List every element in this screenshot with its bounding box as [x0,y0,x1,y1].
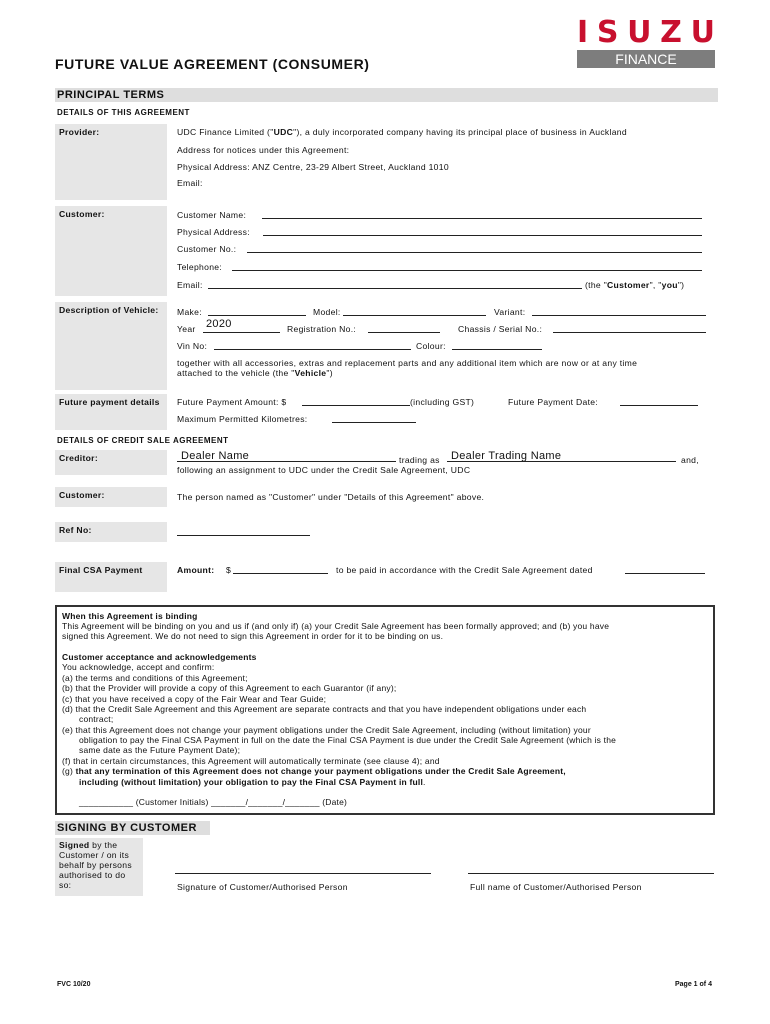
chassis-label: Chassis / Serial No.: [458,324,543,334]
logo-letter: U [627,15,652,50]
document-title: FUTURE VALUE AGREEMENT (CONSUMER) [55,56,370,72]
acceptance-heading: Customer acceptance and acknowledgements [62,652,257,662]
ref-field[interactable] [177,535,310,536]
binding-text-1: This Agreement will be binding on you and us if (and only if) (a) your Credit Sale Agreement has been formally approved; and (b) you have [62,621,610,631]
customer-label: Customer: [55,206,167,296]
accessories-line2: attached to the vehicle (the "Vehicle") [177,368,333,378]
customer-definition: (the "Customer", "you") [585,280,685,290]
logo-letter: I [577,15,589,50]
dealer-name-value: Dealer Name [181,450,250,462]
chassis-field[interactable] [553,332,706,333]
acceptance-item-g-cont: including (without limitation) your obligation to pay the Final CSA Payment in full. [79,777,426,787]
dealer-name-field[interactable] [177,461,396,462]
full-name-field[interactable] [468,873,714,874]
provider-address: Physical Address: ANZ Centre, 23-29 Albert Street, Auckland 1010 [177,162,449,172]
final-amount-field[interactable] [233,573,328,574]
customer-number-label: Customer No.: [177,244,237,254]
details-heading: DETAILS OF THIS AGREEMENT [57,108,190,117]
year-value: 2020 [206,318,232,330]
customer-email-field[interactable] [208,288,582,289]
signature-label: Signature of Customer/Authorised Person [177,882,348,892]
creditor-label: Creditor: [55,450,167,475]
principal-terms-heading: PRINCIPAL TERMS [57,89,165,101]
make-field[interactable] [208,315,306,316]
acceptance-item-e-cont2: same date as the Future Payment Date); [79,745,241,755]
trading-name-value: Dealer Trading Name [451,450,562,462]
future-payment-label: Future payment details [55,394,167,430]
acceptance-item-e: (e) that this Agreement does not change your payment obligations under the Credit Sale Agreement, including (without limitation) your [62,725,591,735]
future-date-label: Future Payment Date: [508,397,599,407]
acceptance-intro: You acknowledge, accept and confirm: [62,662,215,672]
csa-heading: DETAILS OF CREDIT SALE AGREEMENT [57,436,229,445]
customer-phone-label: Telephone: [177,262,223,272]
creditor-line2: following an assignment to UDC under the Credit Sale Agreement, UDC [177,465,471,475]
signature-field[interactable] [175,873,431,874]
form-code: FVC 10/20 [57,981,91,988]
and-text: and, [681,455,699,465]
vehicle-label: Description of Vehicle: [55,302,167,390]
customer-email-label: Email: [177,280,203,290]
future-date-field[interactable] [620,405,698,406]
customer-initials-line[interactable]: ___________ (Customer Initials) _______/_______/_______ (Date) [79,797,348,807]
trading-name-field[interactable] [447,461,676,462]
acceptance-item-a: (a) the terms and conditions of this Agreement; [62,673,248,683]
rego-label: Registration No.: [287,324,357,334]
final-amount-label: Amount: [177,565,215,575]
provider-label: Provider: [55,124,167,200]
logo-letter: S [596,15,619,50]
csa-date-field[interactable] [625,573,705,574]
csa-customer-text: The person named as "Customer" under "Details of this Agreement" above. [177,492,485,502]
signing-heading: SIGNING BY CUSTOMER [57,822,197,834]
provider-email: Email: [177,178,203,188]
customer-name-label: Customer Name: [177,210,247,220]
dollar-sign: $ [226,565,232,575]
customer-name-field[interactable] [262,218,702,219]
model-field[interactable] [343,315,486,316]
km-field[interactable] [332,422,416,423]
binding-heading: When this Agreement is binding [62,611,198,621]
acceptance-item-b: (b) that the Provider will provide a copy of this Agreement to each Guarantor (if any); [62,683,397,693]
binding-text-2: signed this Agreement. We do not need to sign this Agreement in order for it to be binding on us. [62,631,444,641]
ref-label: Ref No: [55,522,167,542]
customer-address-field[interactable] [263,235,702,236]
vin-field[interactable] [214,349,411,350]
isuzu-logo [577,15,715,50]
acceptance-item-f: (f) that in certain circumstances, this Agreement will automatically terminate (see clause 4); and [62,756,440,766]
colour-label: Colour: [416,341,446,351]
model-label: Model: [313,307,341,317]
vin-label: Vin No: [177,341,208,351]
colour-field[interactable] [452,349,542,350]
page-number: Page 1 of 4 [675,981,712,988]
rego-field[interactable] [368,332,440,333]
variant-label: Variant: [494,307,526,317]
acceptance-item-e-cont1: obligation to pay the Final CSA Payment in full on the date the Final CSA Payment is due under the Credit Sale Agreement (which is the [79,735,617,745]
year-field[interactable] [203,332,280,333]
customer-phone-field[interactable] [232,270,702,271]
variant-field[interactable] [532,315,706,316]
provider-line2: Address for notices under this Agreement: [177,145,350,155]
year-label: Year [177,324,196,334]
km-label: Maximum Permitted Kilometres: [177,414,308,424]
accessories-line1: together with all accessories, extras and replacement parts and any additional item which are now or at any time [177,358,638,368]
acceptance-item-g: (g) that any termination of this Agreement does not change your payment obligations under the Credit Sale Agreement, [62,766,566,776]
future-amount-field[interactable] [302,405,410,406]
signed-by-label: Signed by the Customer / on its behalf by persons authorised to do so: [55,838,143,896]
acceptance-item-d: (d) that the Credit Sale Agreement and this Agreement are separate contracts and that you have independent obligations under each [62,704,587,714]
finance-logo-bar: FINANCE [577,50,715,68]
acceptance-item-c: (c) that you have received a copy of the Fair Wear and Tear Guide; [62,694,327,704]
customer-number-field[interactable] [247,252,702,253]
make-label: Make: [177,307,202,317]
logo-letter: Z [660,15,682,50]
logo-letter: U [690,15,715,50]
final-csa-label: Final CSA Payment [55,562,167,592]
provider-line1: UDC Finance Limited ("UDC"), a duly incorporated company having its principal place of business in Auckland [177,127,627,137]
csa-customer-label: Customer: [55,487,167,507]
full-name-label: Full name of Customer/Authorised Person [470,882,642,892]
acceptance-item-d-cont: contract; [79,714,114,724]
future-amount-label: Future Payment Amount: $ [177,397,287,407]
gst-label: (including GST) [410,397,475,407]
trading-as-label: trading as [399,455,440,465]
final-csa-text: to be paid in accordance with the Credit Sale Agreement dated [336,565,593,575]
customer-address-label: Physical Address: [177,227,250,237]
